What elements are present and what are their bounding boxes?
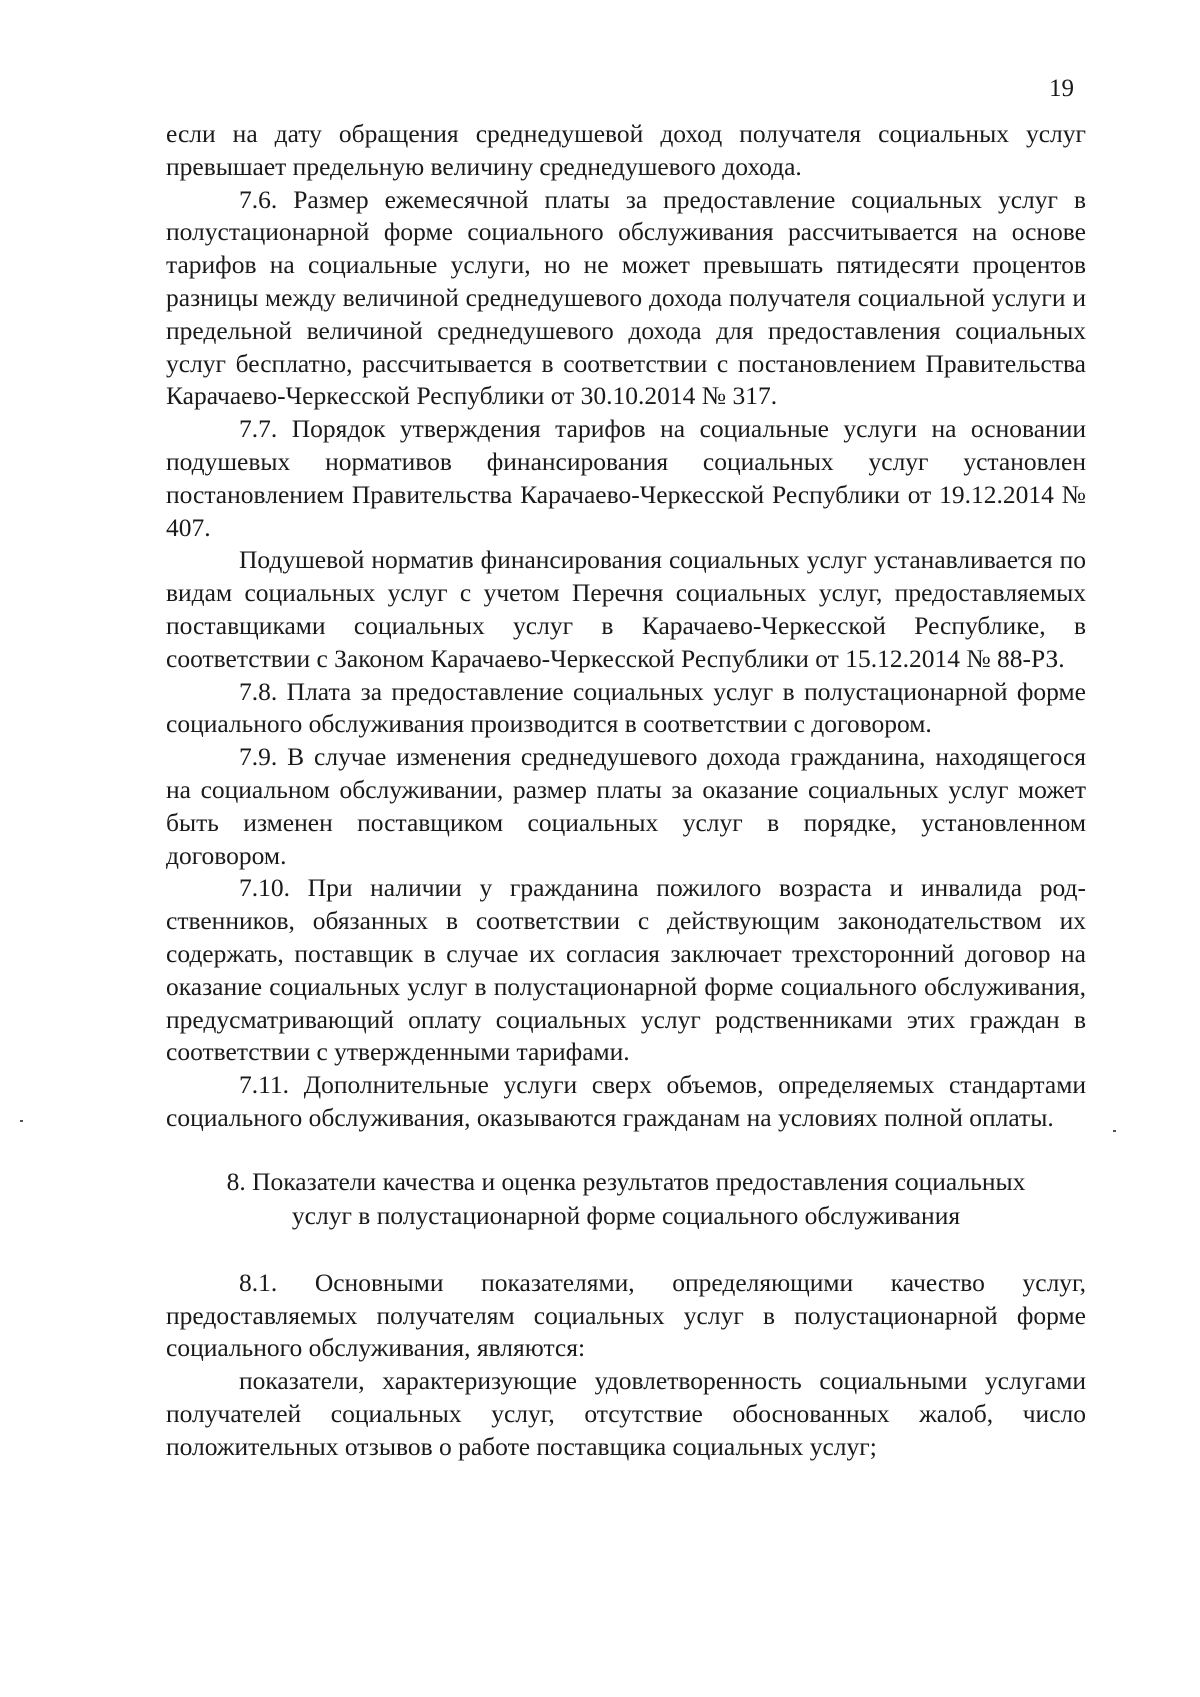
paragraph-7-8: 7.8. Плата за предоставление социальных услуг в полустационарной форме социального обслуживания производится в соответствии с договором. — [166, 676, 1086, 739]
paragraph-7-11: 7.11. Дополнительные услуги сверх объемов, определяемых стандартами социального обслуживания, оказываются гражданам на условиях полной оплаты. — [166, 1070, 1086, 1132]
scan-speck — [20, 1120, 23, 1122]
paragraph-continuation: если на дату обращения среднедушевой доход получателя социальных услуг превышает предельную величину среднедушевого дохода. — [166, 119, 1086, 181]
paragraph-7-10: 7.10. При наличии у гражданина пожилого возраста и инвалида родственников, обязанных в соответствии с действующим законодательством их содержать, поставщик в случае их согласия заключает трехсторонний договор на оказание социальных услуг в полустационарной форме социального обслуживания, предусматривающий оплату социальных услуг родственниками этих граждан в соответствии с утвержденными тарифами. — [166, 873, 1086, 1067]
paragraph-7-9: 7.9. В случае изменения среднедушевого дохода гражданина, находящегося на социальном обслуживании, размер платы за оказание социальных услуг может быть изменен поставщиком социальных услуг в порядке, установленном договором. — [166, 742, 1086, 870]
paragraph-normative: Подушевой норматив финансирования социальных услуг устанавливается по видам социальных услуг с учетом Перечня социальных услуг, предоставляемых поставщиками социальных услуг в Карачаево-Черкесской Республике, в соответствии с Законом Карачаево-Черкесской Республики от 15.12.2014 № 88-РЗ. — [166, 545, 1086, 673]
scan-speck — [1113, 1130, 1116, 1132]
paragraph-7-7: 7.7. Порядок утверждения тарифов на социальные услуги на основании подушевых нормативов финансирования социальных услуг установлен постановлением Правительства Карачаево-Черкесской Республики от 19.12.2014 № 407. — [166, 414, 1086, 542]
paragraph-7-6: 7.6. Размер ежемесячной платы за предоставление социальных услуг в полустационарной форме социального обслуживания рассчитывается на основе тарифов на социальные услуги, но не может превышать пятидесяти процентов разницы между величиной среднедушевого дохода получателя социальной услуги и предельной величиной среднедушевого дохода для предоставления социальных услуг бесплатно, рассчитывается в соответствии с постановлением Правительства Карачаево-Черкесской Республики от 30.10.2014 № 317. — [166, 184, 1086, 411]
paragraph-8-1: 8.1. Основными показателями, определяющими качество услуг, предоставляемых получателям социальных услуг в полустационарной форме социального обслуживания, являются: — [166, 1267, 1086, 1363]
document-body — [166, 118, 1086, 1463]
page-number: 19 — [1049, 75, 1074, 102]
section-heading-line-2: услуг в полустационарной форме социального обслуживания — [291, 1200, 961, 1230]
paragraph-indicators: показатели, характеризующие удовлетворенность социальными услугами получателей социальных услуг, отсутствие обоснованных жалоб, число положительных отзывов о работе поставщика социальных услуг; — [166, 1366, 1086, 1461]
section-heading-line-1: 8. Показатели качества и оценка результатов предоставления социальных — [226, 1166, 1026, 1196]
section-heading — [166, 1165, 1086, 1233]
